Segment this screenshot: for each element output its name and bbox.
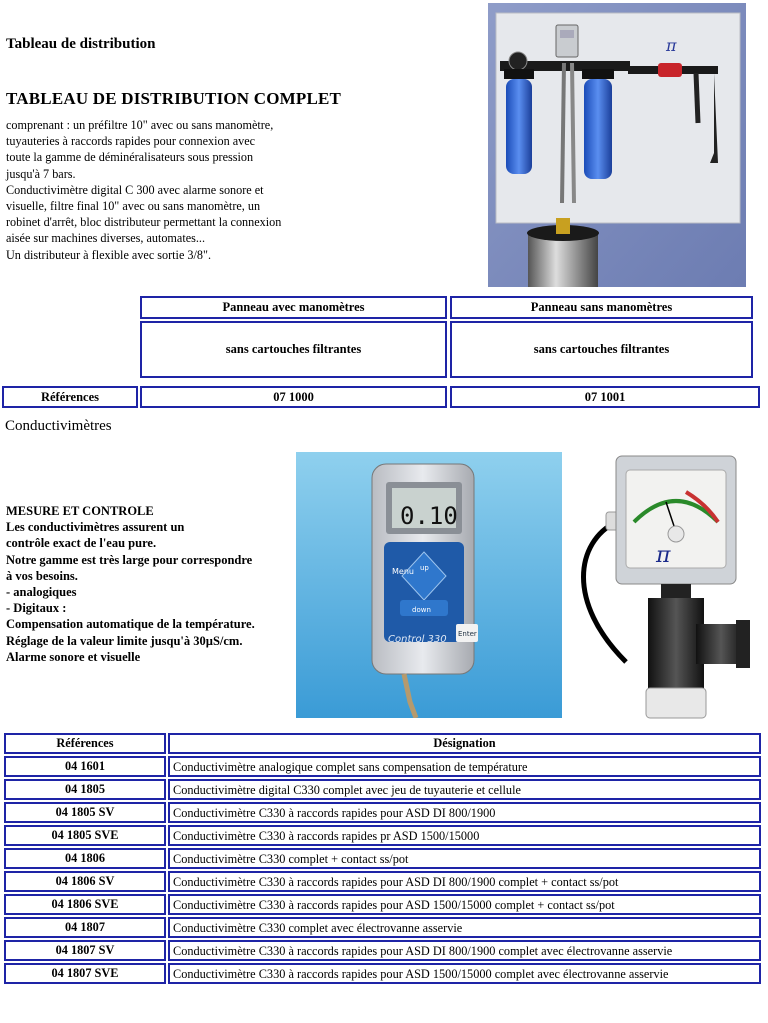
up-key: up <box>420 564 429 572</box>
description-line: jusqu'à 7 bars. <box>6 166 76 181</box>
panel-sub-without-gauges: sans cartouches filtrantes <box>450 321 753 378</box>
measure-line: Notre gamme est très large pour correspondre <box>6 552 253 567</box>
reference-value: 07 1001 <box>450 386 760 408</box>
ref-cell: 04 1805 SVE <box>4 825 166 846</box>
measure-line: contrôle exact de l'eau pure. <box>6 536 157 551</box>
section-title-conductivimeters: Conductivimètres <box>5 418 112 434</box>
table-row <box>4 894 761 915</box>
product-heading: TABLEAU DE DISTRIBUTION COMPLET <box>6 89 342 108</box>
reference-value: 07 1000 <box>140 386 447 408</box>
measure-line: - Digitaux : <box>6 601 67 616</box>
product-description <box>6 117 346 263</box>
svg-text:π: π <box>656 543 671 568</box>
menu-key: Menu <box>392 567 414 576</box>
table-row <box>4 825 761 846</box>
panel-header-without-gauges: Panneau sans manomètres <box>450 296 753 319</box>
column-header-references: Références <box>4 733 166 754</box>
ref-cell: 04 1806 SVE <box>4 894 166 915</box>
panel-sub-with-gauges: sans cartouches filtrantes <box>140 321 447 378</box>
measure-line: - analogiques <box>6 585 77 600</box>
description-line: toute la gamme de déminéralisateurs sous pression <box>6 150 254 165</box>
measure-line: Compensation automatique de la température. <box>6 617 255 632</box>
measure-line: MESURE ET CONTROLE <box>6 504 154 518</box>
measure-line: Les conductivimètres assurent un <box>6 520 185 535</box>
distribution-board-photo <box>488 3 746 287</box>
table-row <box>4 940 761 961</box>
description-line: robinet d'arrêt, bloc distributeur permettant la connexion <box>6 215 282 230</box>
designation-cell: Conductivimètre C330 à raccords rapides pour ASD DI 800/1900 complet + contact ss/pot <box>168 871 761 892</box>
table-row <box>4 802 761 823</box>
ref-cell: 04 1805 <box>4 779 166 800</box>
description-line: Un distributeur à flexible avec sortie 3/8". <box>6 247 211 262</box>
table-row <box>4 871 761 892</box>
description-line: tuyauteries à raccords rapides pour connexion avec <box>6 134 256 149</box>
references-table <box>2 731 763 986</box>
designation-cell: Conductivimètre C330 à raccords rapides pour ASD 1500/15000 complet + contact ss/pot <box>168 894 761 915</box>
ref-cell: 04 1807 SVE <box>4 963 166 984</box>
table-row <box>4 779 761 800</box>
section-title-distribution: Tableau de distribution <box>6 36 156 52</box>
table-row <box>4 756 761 777</box>
description-line: comprenant : un préfiltre 10" avec ou sans manomètre, <box>6 118 274 132</box>
ref-cell: 04 1807 SV <box>4 940 166 961</box>
references-label: Références <box>2 386 138 408</box>
designation-cell: Conductivimètre analogique complet sans compensation de température <box>168 756 761 777</box>
measure-description <box>6 503 306 665</box>
designation-cell: Conductivimètre C330 à raccords rapides pour ASD DI 800/1900 complet avec électrovanne asservie <box>168 940 761 961</box>
designation-cell: Conductivimètre C330 complet avec électrovanne asservie <box>168 917 761 938</box>
designation-cell: Conductivimètre digital C330 complet avec jeu de tuyauterie et cellule <box>168 779 761 800</box>
description-line: Conductivimètre digital C 300 avec alarme sonore et <box>6 182 264 197</box>
column-header-designation: Désignation <box>168 733 761 754</box>
table-row <box>4 963 761 984</box>
analog-meter-photo <box>566 452 756 722</box>
enter-key: Enter <box>458 630 477 638</box>
measure-line: Réglage de la valeur limite jusqu'à 30µS/cm. <box>6 633 243 648</box>
designation-cell: Conductivimètre C330 à raccords rapides pr ASD 1500/15000 <box>168 825 761 846</box>
designation-cell: Conductivimètre C330 à raccords rapides pour ASD 1500/15000 complet avec électrovanne asservie <box>168 963 761 984</box>
table-header-row <box>4 733 761 754</box>
meter-display-value: 0.10 <box>400 502 458 530</box>
svg-text:π: π <box>666 36 677 55</box>
ref-cell: 04 1805 SV <box>4 802 166 823</box>
measure-line: Alarme sonore et visuelle <box>6 649 141 664</box>
ref-cell: 04 1601 <box>4 756 166 777</box>
measure-line: à vos besoins. <box>6 568 78 583</box>
designation-cell: Conductivimètre C330 à raccords rapides pour ASD DI 800/1900 <box>168 802 761 823</box>
meter-model-label: Control 330 <box>388 634 447 645</box>
table-row <box>4 917 761 938</box>
ref-cell: 04 1807 <box>4 917 166 938</box>
description-line: visuelle, filtre final 10" avec ou sans manomètre, un <box>6 199 261 214</box>
designation-cell: Conductivimètre C330 complet + contact ss/pot <box>168 848 761 869</box>
ref-cell: 04 1806 SV <box>4 871 166 892</box>
ref-cell: 04 1806 <box>4 848 166 869</box>
panel-header-with-gauges: Panneau avec manomètres <box>140 296 447 319</box>
down-key: down <box>412 606 431 614</box>
table-row <box>4 848 761 869</box>
description-line: aisée sur machines diverses, automates... <box>6 231 205 246</box>
digital-meter-photo <box>296 452 562 718</box>
